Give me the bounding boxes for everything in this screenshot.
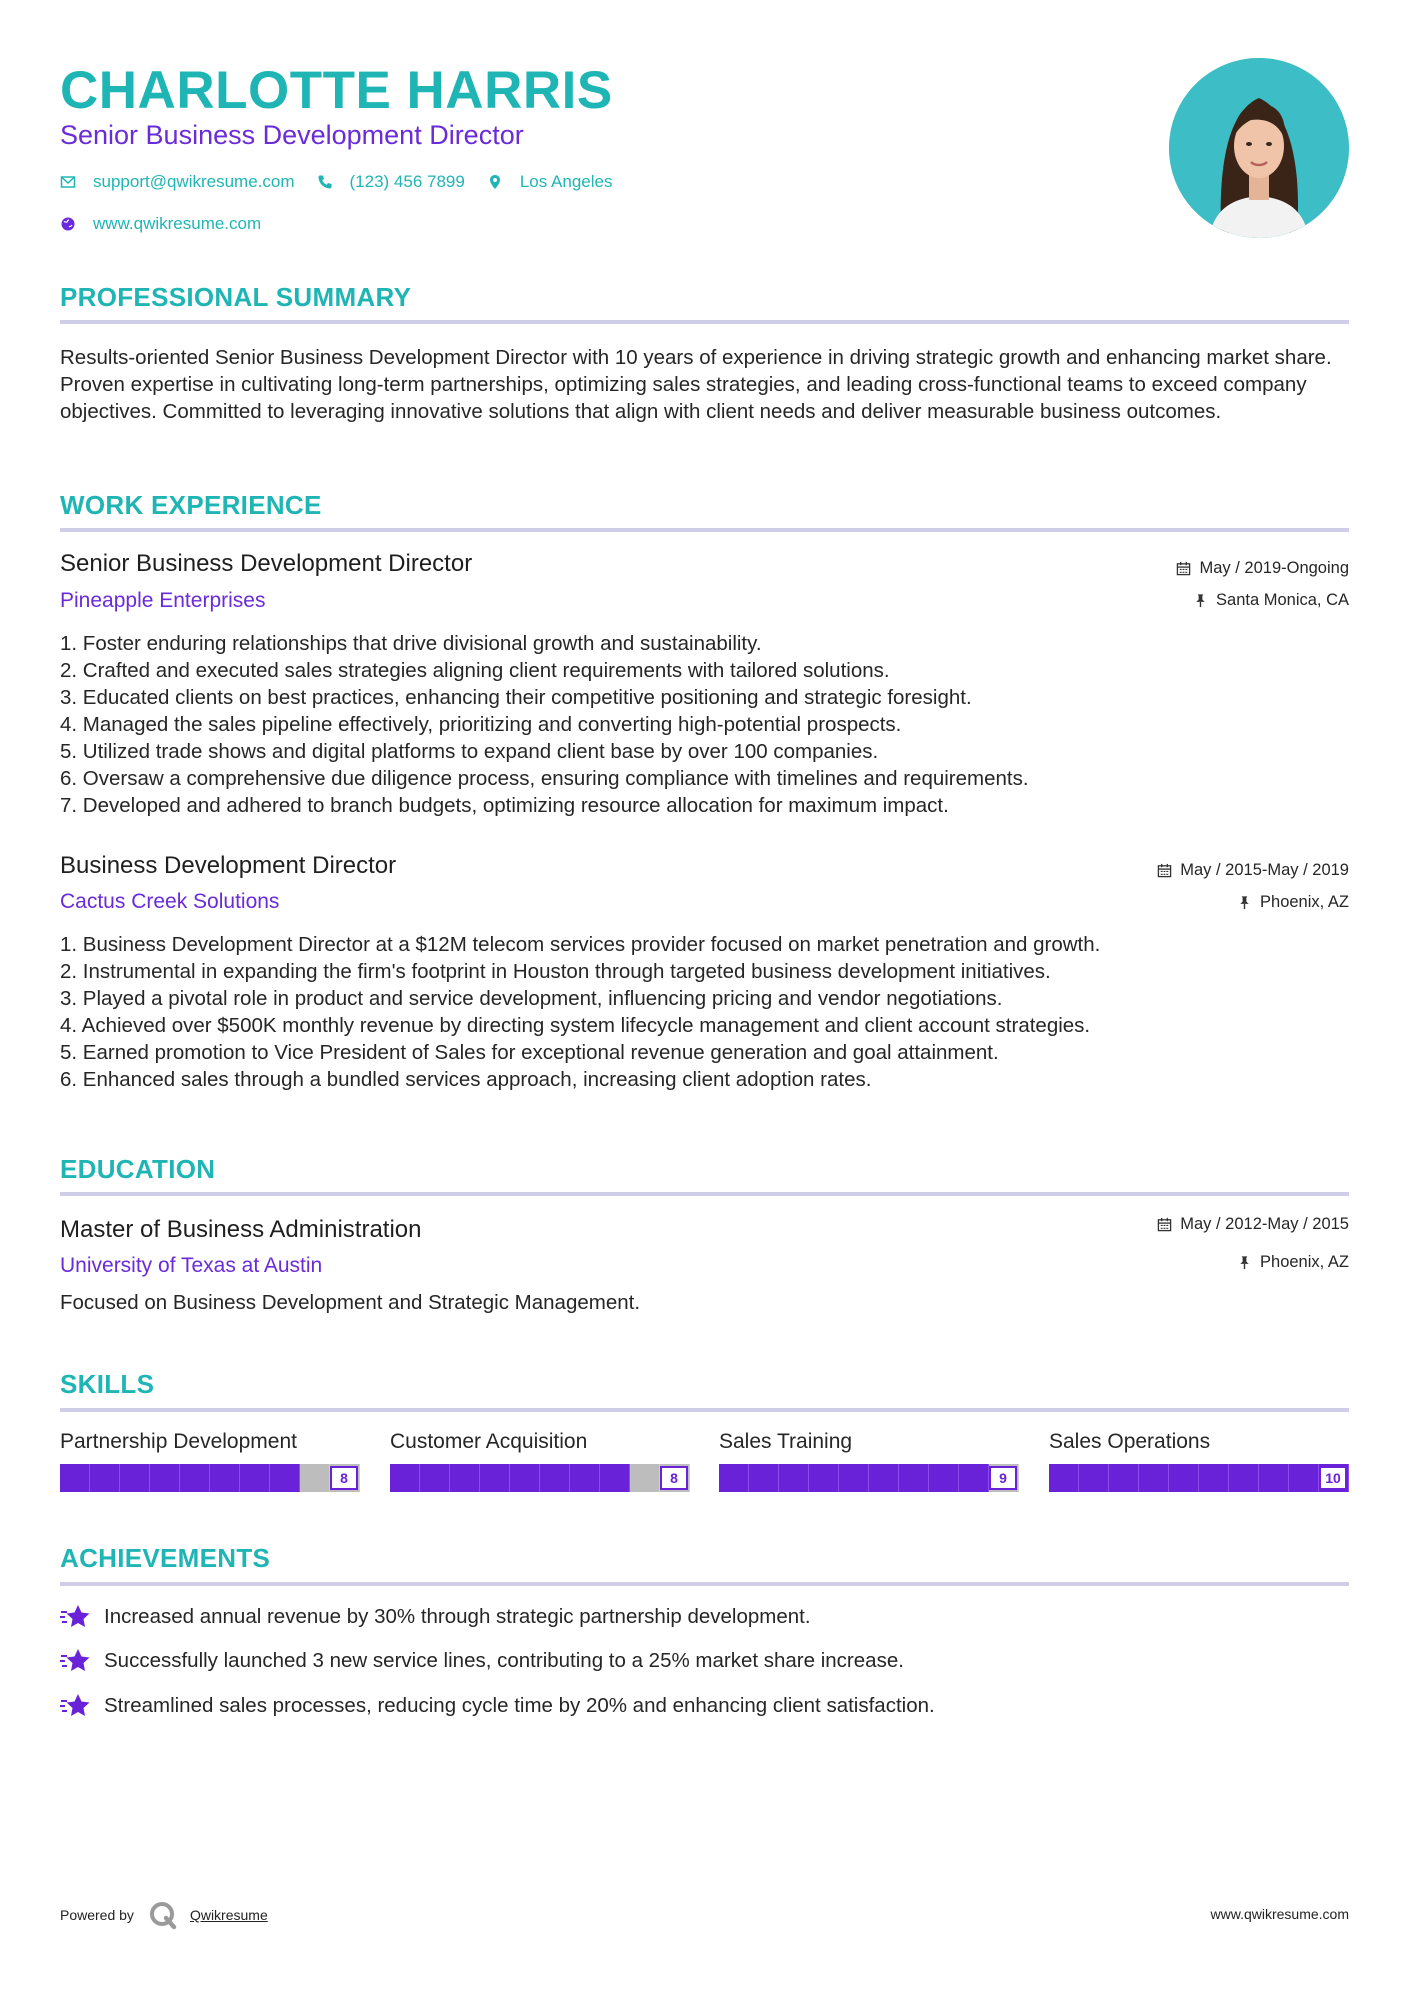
job-bullets: [60, 931, 1349, 1093]
skill-name: Customer Acquisition: [390, 1430, 588, 1453]
phone-text: (123) 456 7899: [349, 172, 465, 191]
summary-text: Results-oriented Senior Business Development Director with 10 years of experience in driving strategic growth and enhancing market share. Proven expertise in cultivating long-term partnerships, optimizing sales strategies, and leading cross-functional teams to exceed company objectives. Committed to leveraging innovative solutions that align with client needs and deliver measurable business outcomes.: [60, 346, 1332, 423]
star-icon: [60, 1647, 92, 1675]
pushpin-icon: [1237, 1255, 1252, 1270]
list-item: 4. Achieved over $500K monthly revenue by directing system lifecycle management and client account strategies.: [60, 1014, 1091, 1037]
achievement-item: [60, 1647, 904, 1675]
avatar: [1169, 58, 1349, 238]
section-divider: [60, 1582, 1349, 1586]
achievement-item: [60, 1692, 935, 1720]
skill-level-segment: [480, 1464, 510, 1492]
skill-level-segment: [510, 1464, 540, 1492]
achievement-text: Increased annual revenue by 30% through strategic partnership development.: [104, 1605, 811, 1628]
section-divider: [60, 320, 1349, 324]
skill-level-segment: [60, 1464, 90, 1492]
achievement-item: [60, 1603, 811, 1631]
footer-website[interactable]: www.qwikresume.com: [1210, 1906, 1349, 1922]
job-dates: [1157, 861, 1349, 880]
skill-level-segment: [1229, 1464, 1259, 1492]
skill-level-segment: [1259, 1464, 1289, 1492]
skill-level-segment: [1289, 1464, 1319, 1492]
job-location: [1237, 893, 1349, 912]
globe-icon: [60, 216, 76, 232]
skill-level-segment: [420, 1464, 450, 1492]
achievement-text: Successfully launched 3 new service lines, contributing to a 25% market share increase.: [104, 1649, 904, 1672]
skill-level-badge: 8: [660, 1466, 688, 1490]
location-text: Phoenix, AZ: [1260, 893, 1349, 911]
skill-level-badge: 8: [330, 1466, 358, 1490]
envelope-icon: [60, 174, 76, 190]
skill-level-segment: [1049, 1464, 1079, 1492]
calendar-icon: [1157, 863, 1172, 878]
website-text: www.qwikresume.com: [93, 214, 262, 233]
skill-name: Partnership Development: [60, 1430, 297, 1453]
skill-level-segment: [120, 1464, 150, 1492]
skill-item: [719, 1430, 1019, 1492]
skill-level-badge: 10: [1319, 1466, 1347, 1490]
company-name: Cactus Creek Solutions: [60, 890, 280, 913]
skill-level-segment: [749, 1464, 779, 1492]
dates-text: May / 2015-May / 2019: [1180, 861, 1349, 879]
job-dates: [1176, 559, 1349, 578]
dates-text: May / 2019-Ongoing: [1199, 559, 1349, 577]
profile-photo: [1169, 58, 1349, 238]
skill-level-segment: [540, 1464, 570, 1492]
list-item: 7. Developed and adhered to branch budgets, optimizing resource allocation for maximum impact.: [60, 794, 949, 817]
achievement-text: Streamlined sales processes, reducing cycle time by 20% and enhancing client satisfaction.: [104, 1694, 935, 1717]
skill-level-segment: [779, 1464, 809, 1492]
skill-item: [60, 1430, 360, 1492]
skill-level-segment: [390, 1464, 420, 1492]
brand-link[interactable]: Qwikresume: [189, 1907, 268, 1923]
skill-level-segment: [240, 1464, 270, 1492]
candidate-role: Senior Business Development Director: [60, 120, 524, 150]
list-item: 5. Utilized trade shows and digital platforms to expand client base by over 100 companies.: [60, 740, 879, 763]
section-title-experience: WORK EXPERIENCE: [60, 490, 322, 520]
skill-level-segment: [450, 1464, 480, 1492]
dates-text: May / 2012-May / 2015: [1180, 1215, 1349, 1233]
company-name: Pineapple Enterprises: [60, 589, 266, 612]
candidate-name: CHARLOTTE HARRIS: [60, 61, 613, 120]
list-item: 1. Business Development Director at a $12M telecom services provider focused on market penetration and growth.: [60, 933, 1101, 956]
location-text: Santa Monica, CA: [1216, 591, 1349, 609]
section-title-achievements: ACHIEVEMENTS: [60, 1543, 271, 1573]
contact-row-2: [60, 214, 283, 234]
section-divider: [60, 1192, 1349, 1196]
skill-level-segment: [630, 1464, 660, 1492]
skill-level-segment: [1199, 1464, 1229, 1492]
pushpin-icon: [1237, 895, 1252, 910]
phone-icon: [317, 174, 333, 190]
job-title: Senior Business Development Director: [60, 550, 473, 577]
skill-level-segment: [869, 1464, 899, 1492]
skill-level-segment: [1169, 1464, 1199, 1492]
section-title-summary: PROFESSIONAL SUMMARY: [60, 282, 412, 312]
calendar-icon: [1176, 561, 1191, 576]
list-item: 3. Educated clients on best practices, enhancing their competitive positioning and strategic foresight.: [60, 686, 972, 709]
job-title: Business Development Director: [60, 852, 397, 879]
section-divider: [60, 528, 1349, 532]
section-title-skills: SKILLS: [60, 1369, 155, 1399]
location-text: Phoenix, AZ: [1260, 1253, 1349, 1271]
skill-level-segment: [809, 1464, 839, 1492]
skill-level-segment: [600, 1464, 630, 1492]
section-title-education: EDUCATION: [60, 1154, 216, 1184]
location-text: Los Angeles: [519, 172, 613, 191]
school-name: University of Texas at Austin: [60, 1254, 323, 1277]
list-item: 1. Foster enduring relationships that drive divisional growth and sustainability.: [60, 632, 762, 655]
education-dates: [1157, 1215, 1349, 1234]
skill-name: Sales Training: [719, 1430, 853, 1453]
skill-level-segment: [959, 1464, 989, 1492]
skill-item: [390, 1430, 690, 1492]
education-description: Focused on Business Development and Strategic Management.: [60, 1291, 641, 1314]
skill-level-segment: [210, 1464, 240, 1492]
skill-name: Sales Operations: [1049, 1430, 1211, 1453]
skill-level-segment: [570, 1464, 600, 1492]
email-text: support@qwikresume.com: [93, 172, 295, 191]
skill-level-segment: [150, 1464, 180, 1492]
list-item: 3. Played a pivotal role in product and service development, influencing pricing and vendor negotiations.: [60, 987, 1003, 1010]
skill-level-badge: 9: [989, 1466, 1017, 1490]
skill-level-bar: [1049, 1464, 1349, 1492]
list-item: 5. Earned promotion to Vice President of Sales for exceptional revenue generation and goal attainment.: [60, 1041, 999, 1064]
contact-phone[interactable]: [317, 172, 465, 192]
skill-level-segment: [929, 1464, 959, 1492]
skill-level-segment: [1079, 1464, 1109, 1492]
list-item: 6. Oversaw a comprehensive due diligence process, ensuring compliance with timelines and requirements.: [60, 767, 1029, 790]
job-bullets: [60, 630, 1349, 819]
skill-level-segment: [1139, 1464, 1169, 1492]
contact-row: [60, 172, 634, 192]
resume-page: [60, 0, 1349, 1990]
skill-item: [1049, 1430, 1349, 1492]
skill-level-segment: [270, 1464, 300, 1492]
skill-level-segment: [180, 1464, 210, 1492]
qwikresume-logo-icon: [148, 1900, 178, 1930]
skill-level-segment: [719, 1464, 749, 1492]
degree-title: Master of Business Administration: [60, 1216, 422, 1243]
skill-level-bar: [60, 1464, 360, 1492]
list-item: 2. Crafted and executed sales strategies aligning client requirements with tailored solutions.: [60, 659, 890, 682]
list-item: 2. Instrumental in expanding the firm's footprint in Houston through targeted business development initiatives.: [60, 960, 1051, 983]
pushpin-icon: [1193, 593, 1208, 608]
skill-level-segment: [899, 1464, 929, 1492]
skill-level-bar: [390, 1464, 690, 1492]
education-location: [1237, 1253, 1349, 1272]
calendar-icon: [1157, 1217, 1172, 1232]
skill-level-segment: [300, 1464, 330, 1492]
job-location: [1193, 591, 1349, 610]
contact-email[interactable]: [60, 172, 295, 192]
star-icon: [60, 1603, 92, 1631]
footer-powered-by: [60, 1900, 268, 1930]
skill-level-segment: [839, 1464, 869, 1492]
star-icon: [60, 1692, 92, 1720]
list-item: 6. Enhanced sales through a bundled services approach, increasing client adoption rates.: [60, 1068, 872, 1091]
skill-level-segment: [90, 1464, 120, 1492]
powered-by-text: Powered by: [60, 1907, 134, 1923]
contact-location: [487, 172, 613, 192]
skill-level-segment: [1109, 1464, 1139, 1492]
section-divider: [60, 1408, 1349, 1412]
map-pin-icon: [487, 174, 503, 190]
list-item: 4. Managed the sales pipeline effectively, prioritizing and converting high-potential prospects.: [60, 713, 902, 736]
contact-website[interactable]: [60, 214, 261, 234]
skill-level-bar: [719, 1464, 1019, 1492]
